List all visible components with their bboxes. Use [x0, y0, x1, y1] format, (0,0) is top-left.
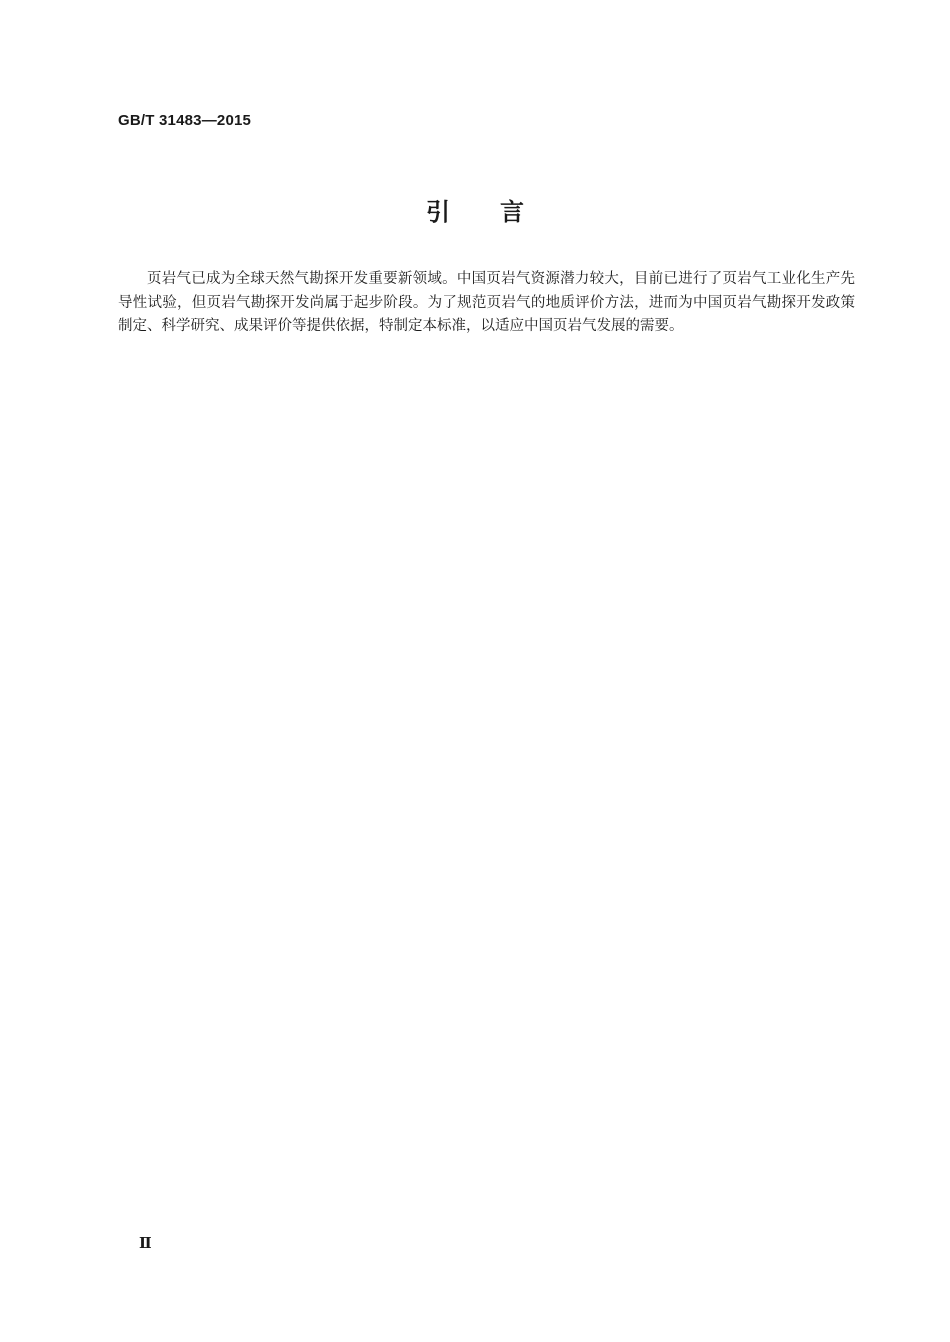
intro-paragraph: 页岩气已成为全球天然气勘探开发重要新领域。中国页岩气资源潜力较大，目前已进行了页岩气工业化生产先导性试验，但页岩气勘探开发尚属于起步阶段。为了规范页岩气的地质评价方法，进而为中国页岩气勘探开发政策制定、科学研究、成果评价等提供依据，特制定本标准，以适应中国页岩气发展的需要。 [118, 271, 855, 334]
page-number: Ⅱ [139, 1236, 152, 1252]
section-title: 引言 [426, 198, 574, 226]
standard-code: GB/T 31483—2015 [118, 112, 252, 129]
